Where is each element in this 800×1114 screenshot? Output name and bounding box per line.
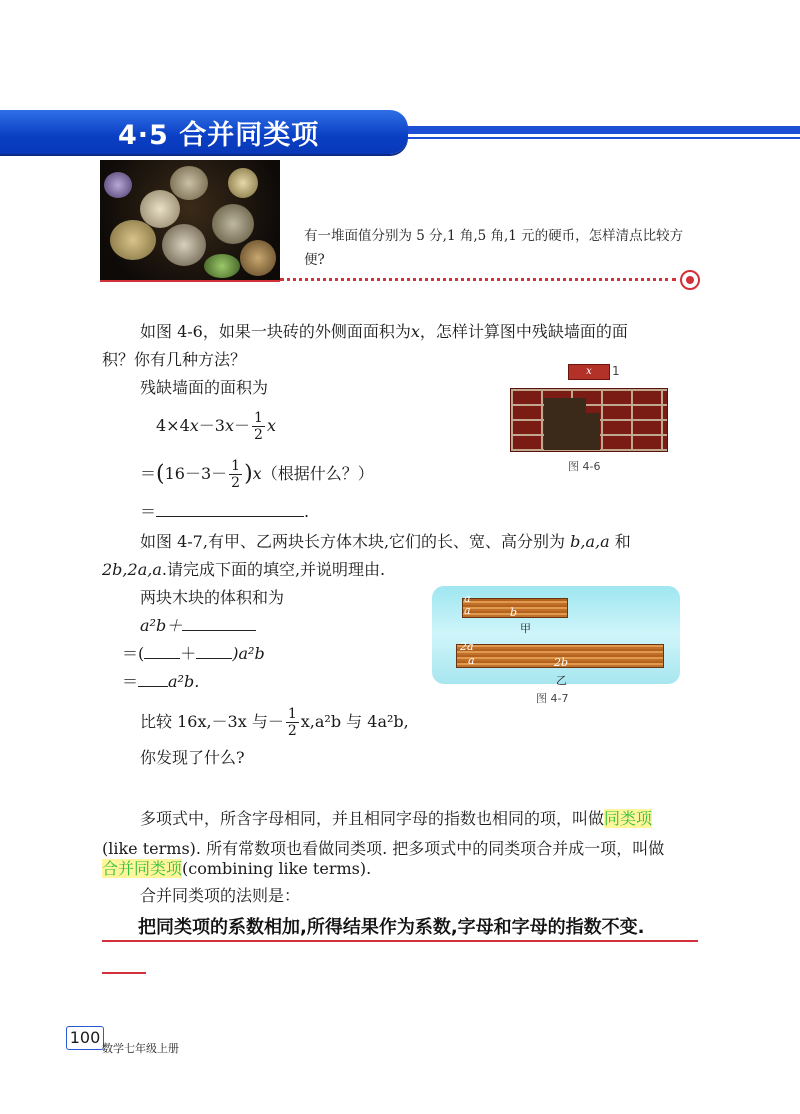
volume-eq-1: a²b＋ [140,612,256,640]
combining-rule: 把同类项的系数相加,所得结果作为系数,字母和字母的指数不变. [138,917,645,938]
volume-blank-4[interactable] [138,668,168,687]
rule-underline-2 [102,972,146,974]
yi-label-2b: 2b [554,656,569,669]
volume-eq-2: ＝( ＋ )a²b [122,640,265,668]
para1-line1: 如图 4-6，如果一块砖的外侧面面积为x，怎样计算图中残缺墙面的面 [140,322,628,341]
photo-bottom-rule [100,280,280,282]
yi-label-2a: 2a [460,640,474,653]
para2-line2: 2b,2a,a.请完成下面的填空,并说明理由. [102,560,386,579]
fraction-half-3: $\frac{1}{2}$ [287,706,297,739]
term-combining: 合并同类项 [102,859,183,878]
page-number: 100 [66,1026,104,1050]
compare-question: 你发现了什么? [140,748,245,767]
figure-4-6-caption: 图 4-6 [568,460,601,473]
volume-blank-2[interactable] [144,640,180,659]
definition-line3: 合并同类项(combining like terms). [102,859,372,878]
wall-gap-2 [586,413,600,450]
jia-label-a1: a [464,592,471,605]
header-rule-thin [400,137,800,139]
volume-blank-3[interactable] [196,640,232,659]
jia-label: 甲 [520,622,531,635]
expression-1: 4×4x－3x－ $\frac{1}{2}$ x [156,410,276,443]
expression-2: ＝(16－3－ $\frac{1}{2}$ )x（根据什么？） [140,458,374,491]
single-brick: x [568,364,610,380]
figure-4-7-caption: 图 4-7 [536,692,569,705]
brick-number: 1 [612,364,620,378]
volume-eq-3: ＝ a²b. [122,668,199,696]
fraction-half-2: $\frac{1}{2}$ [231,458,241,491]
para2-line3: 两块木块的体积和为 [140,588,285,607]
fraction-half: $\frac{1}{2}$ [254,410,263,443]
expression-3: ＝ . [140,498,309,526]
compare-line: 比较 16x,－3x 与－ $\frac{1}{2}$ x,a²b 与 4a²b, [140,706,409,739]
jia-label-b: b [510,606,518,619]
rule-intro: 合并同类项的法则是： [140,886,301,905]
volume-blank-1[interactable] [182,612,256,631]
para1-line2: 积？你有几种方法？ [102,350,247,369]
definition-paragraph: 多项式中，所含字母相同，并且相同字母的指数也相同的项，叫做同类项 [140,809,653,828]
rule-underline [102,940,698,942]
intro-question: 有一堆面值分别为 5 分,1 角,5 角,1 元的硬币，怎样清点比较方便? [304,228,684,268]
jia-label-a2: a [464,604,471,617]
header-rule [400,126,800,134]
dotted-divider [280,278,676,281]
answer-blank[interactable] [156,498,304,517]
definition-line2: (like terms). 所有常数项也看做同类项. 把多项式中的同类项合并成一项，叫做 [102,839,665,858]
term-like-terms: 同类项 [604,809,653,828]
wall-gap [544,398,586,450]
book-title: 数学七年级上册 [102,1042,179,1055]
coins-photo [100,160,280,280]
yi-label: 乙 [556,674,567,687]
yi-label-a: a [468,654,475,667]
para1-line3: 残缺墙面的面积为 [140,378,269,397]
section-title: 4·5 合并同类项 [118,120,320,151]
target-circle-icon [680,270,700,290]
para2-line1: 如图 4-7,有甲、乙两块长方体木块,它们的长、宽、高分别为 b,a,a 和 [140,532,631,551]
